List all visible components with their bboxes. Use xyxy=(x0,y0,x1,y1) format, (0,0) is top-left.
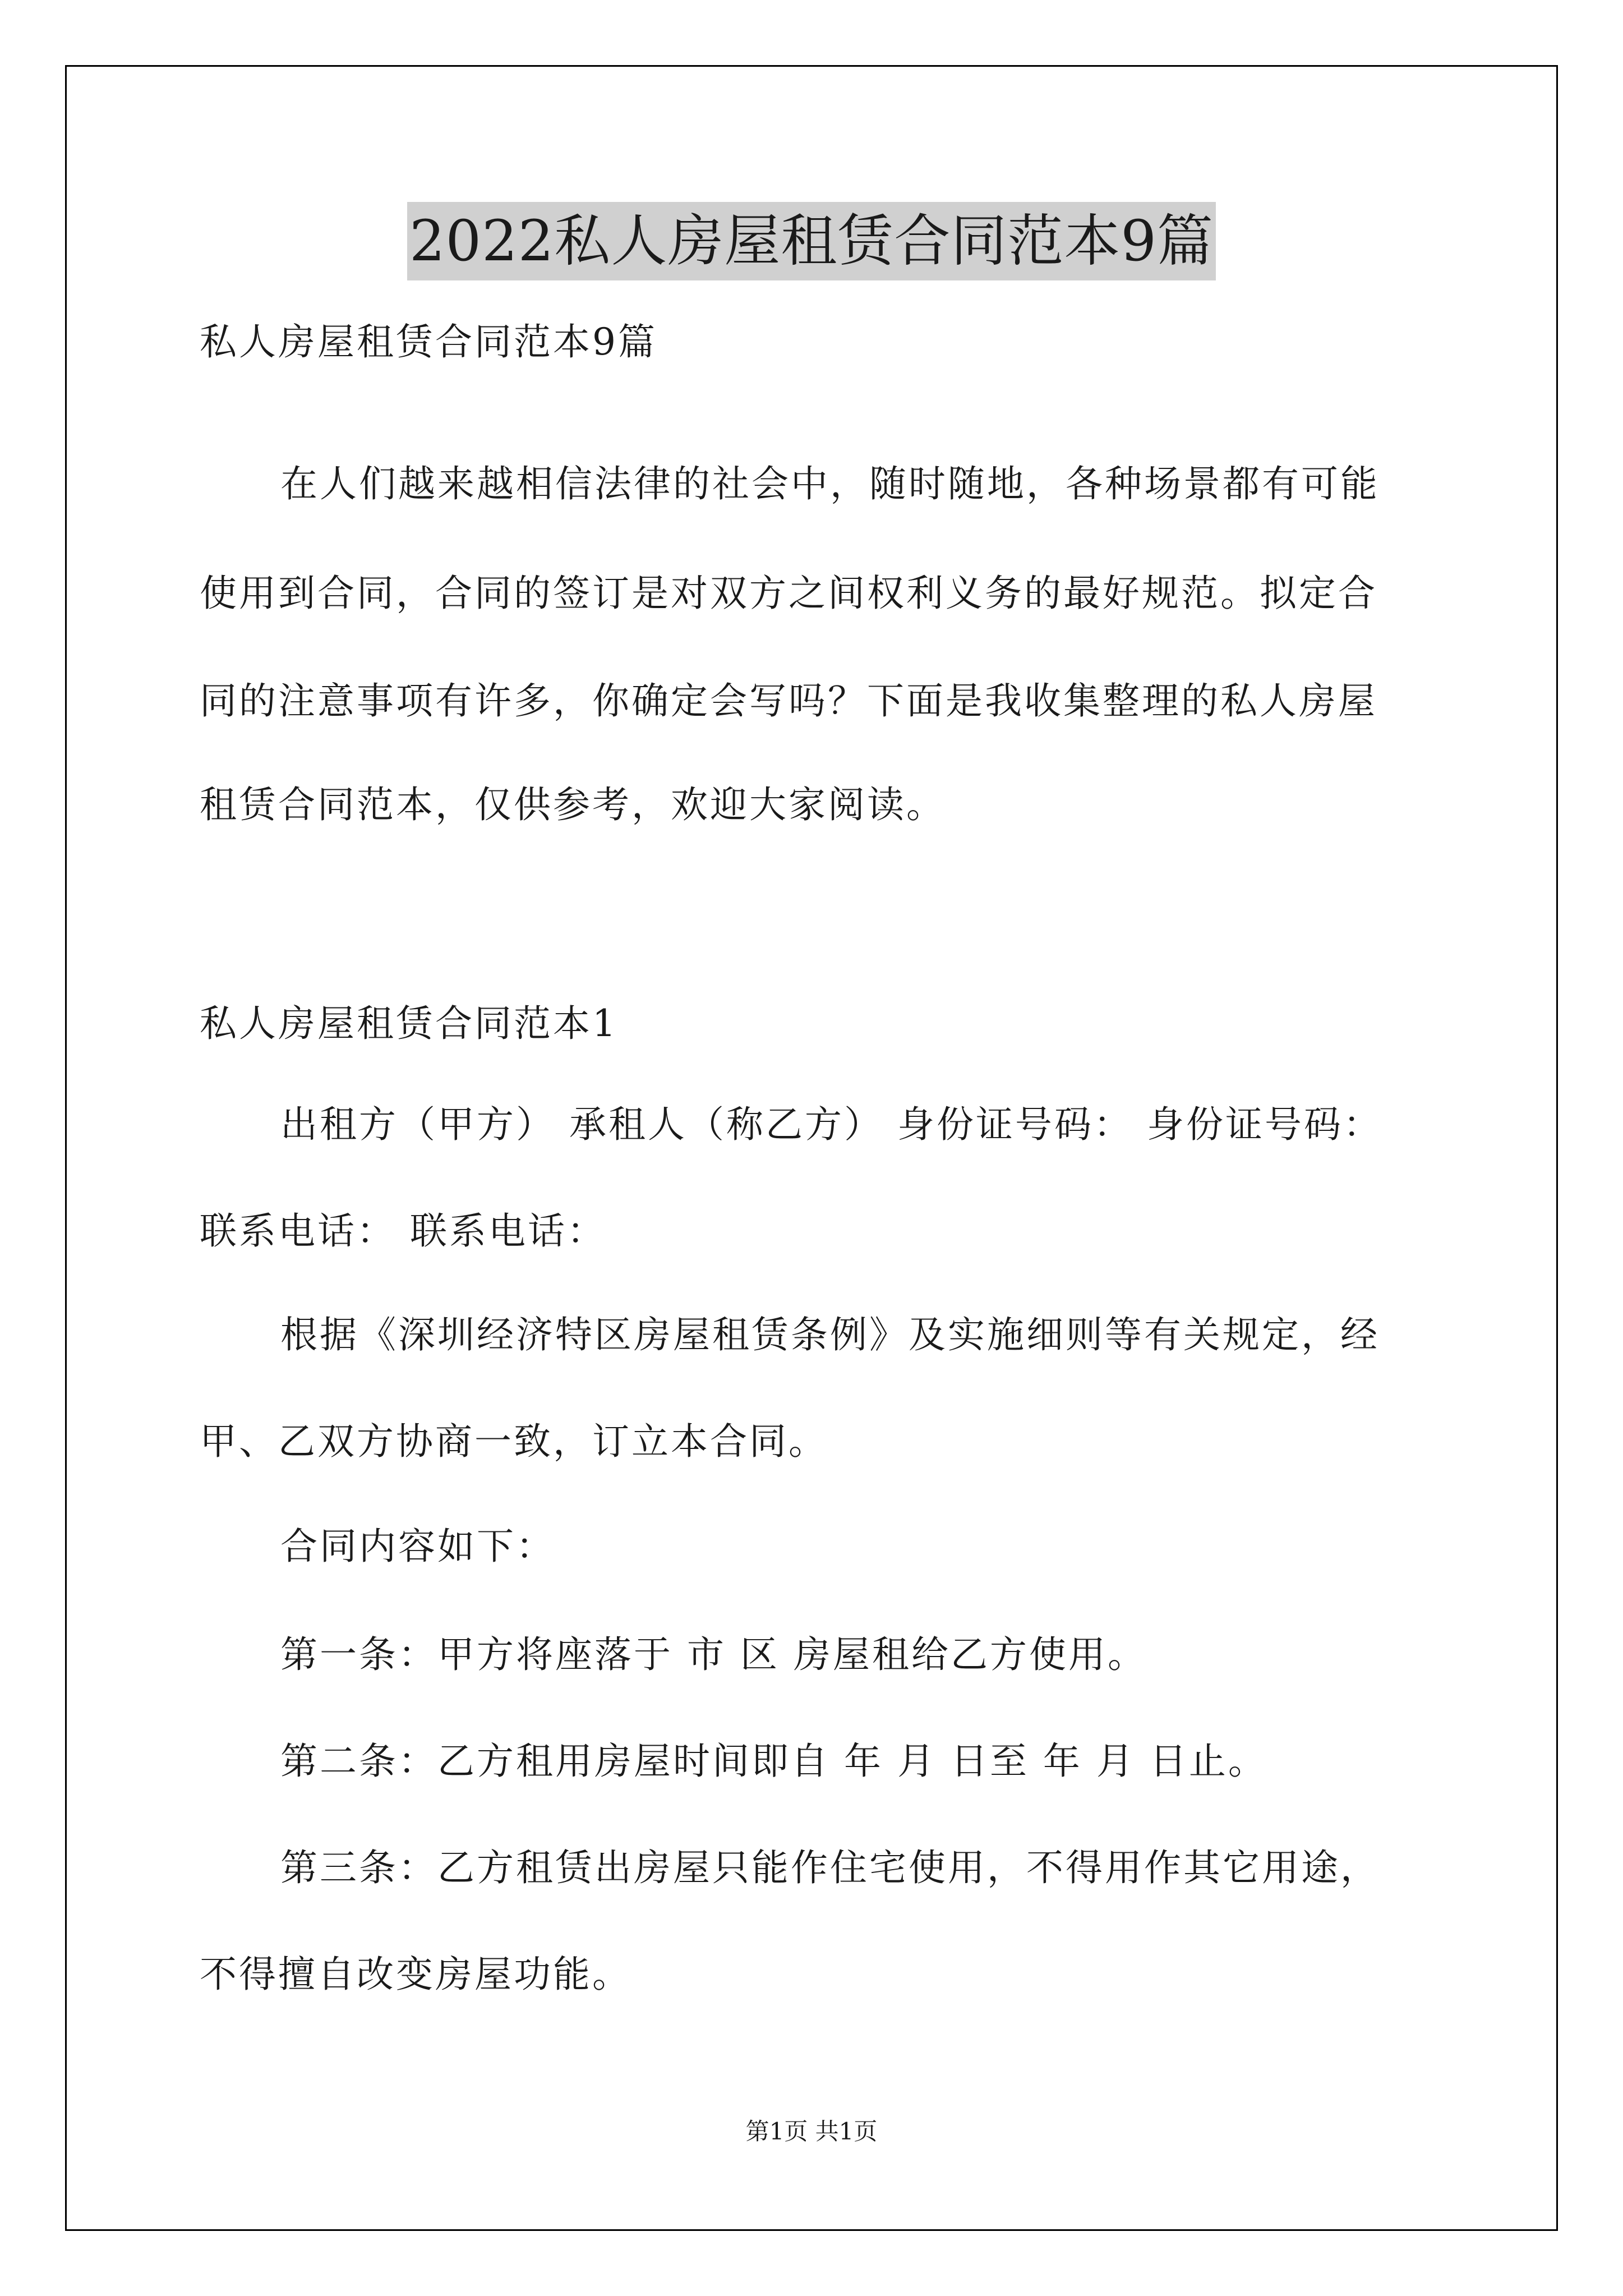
page-footer xyxy=(0,2115,1623,2148)
paragraph-line: 同的注意事项有许多，你确定会写吗？下面是我收集整理的私人房屋 xyxy=(200,679,1377,723)
document-title xyxy=(0,202,1623,280)
paragraph-line: 使用到合同，合同的签订是对双方之间权利义务的最好规范。拟定合 xyxy=(200,572,1377,615)
paragraph-line: 合同内容如下： xyxy=(280,1525,555,1568)
clause-line: 第一条：甲方将座落于 市 区 房屋租给乙方使用。 xyxy=(280,1633,1147,1676)
paragraph-line: 不得擅自改变房屋功能。 xyxy=(200,1953,631,1996)
paragraph-line: 甲、乙双方协商一致，订立本合同。 xyxy=(200,1420,828,1463)
document-title-text: 2022私人房屋租赁合同范本9篇 xyxy=(407,202,1216,280)
paragraph-line: 联系电话： 联系电话： xyxy=(200,1209,606,1253)
clause-line: 第二条：乙方租用房屋时间即自 年 月 日至 年 月 日止。 xyxy=(280,1740,1267,1783)
paragraph-line: 在人们越来越相信法律的社会中，随时随地，各种场景都有可能 xyxy=(280,462,1380,505)
clause-line: 第三条：乙方租赁出房屋只能作住宅使用，不得用作其它用途， xyxy=(280,1846,1380,1889)
page-number: 第1页 共1页 xyxy=(745,2118,878,2145)
paragraph-line: 根据《深圳经济特区房屋租赁条例》及实施细则等有关规定，经 xyxy=(280,1313,1380,1356)
paragraph-line: 出租方（甲方） 承租人（称乙方） 身份证号码： 身份证号码： xyxy=(280,1103,1382,1146)
section-heading: 私人房屋租赁合同范本1 xyxy=(200,1002,618,1045)
document-subtitle: 私人房屋租赁合同范本9篇 xyxy=(200,320,657,364)
paragraph-line: 租赁合同范本，仅供参考，欢迎大家阅读。 xyxy=(200,783,946,826)
